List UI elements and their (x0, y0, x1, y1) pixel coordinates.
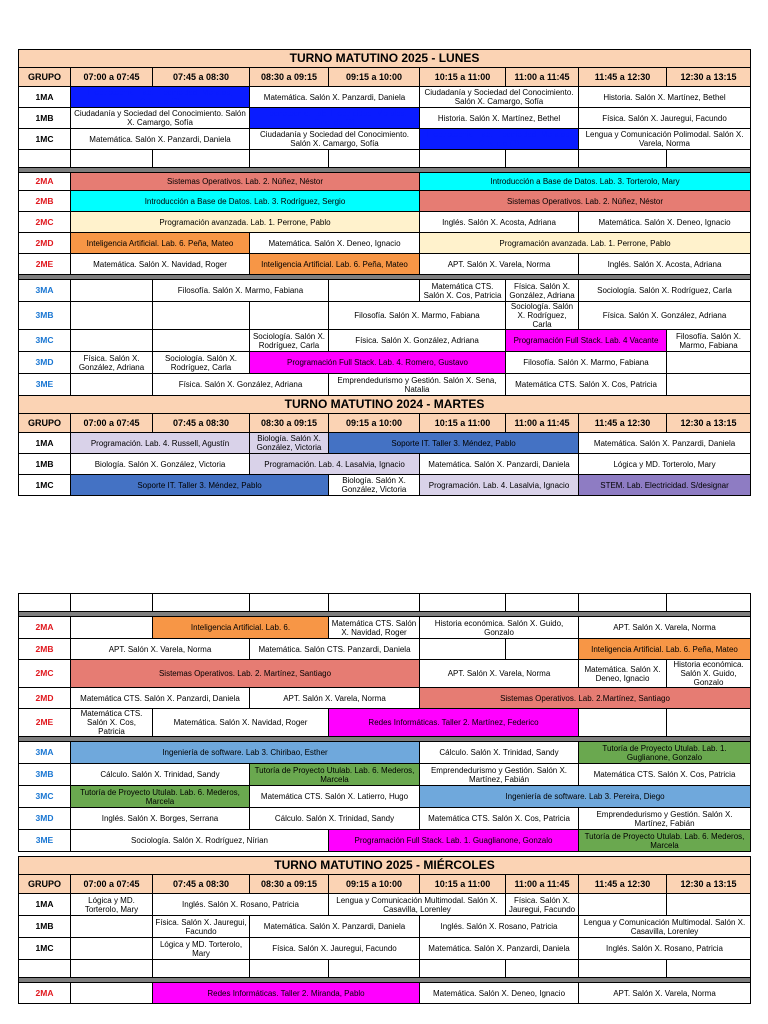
class-cell: Filosofía. Salón X. Marmo, Fabiana (329, 302, 506, 330)
class-cell: Física. Salón X. Jauregui, Facundo (153, 916, 250, 938)
header-cell: 07:00 a 07:45 (71, 68, 153, 87)
table-row (19, 87, 751, 108)
class-cell: Tutoría de Proyecto Utulab. Lab. 6. Mederos, Marcela (579, 830, 751, 852)
group-label: 3MC (19, 786, 71, 808)
table-row (19, 808, 751, 830)
group-label: 2MB (19, 639, 71, 660)
class-cell: Matemática. Salón X. Panzardi, Daniela (71, 129, 250, 150)
class-cell: Física. Salón X. González, Adriana (153, 374, 329, 396)
class-cell: Inglés. Salón X. Acosta, Adriana (420, 212, 579, 233)
empty-cell (667, 374, 751, 396)
empty-cell (153, 330, 250, 352)
class-cell: Matemática. Salón X. Panzardi, Daniela (420, 938, 579, 960)
group-label: 2MA (19, 617, 71, 639)
header-cell: 11:00 a 11:45 (506, 414, 579, 433)
table-row (19, 742, 751, 764)
table-row (19, 433, 751, 454)
class-cell: Sociología. Salón X. Rodríguez, Carla (250, 330, 329, 352)
group-label: 2MC (19, 660, 71, 688)
header-row (19, 875, 751, 894)
group-label: 1MC (19, 129, 71, 150)
class-cell: Inteligencia Artificial. Lab. 6. Peña, Mateo (71, 233, 250, 254)
class-cell: Inglés. Salón X. Rosano, Patricia (420, 916, 579, 938)
group-label: 3MC (19, 330, 71, 352)
class-cell: Sistemas Operativos. Lab. 2. Núñez, Néstor (71, 173, 420, 191)
header-cell: 10:15 a 11:00 (420, 414, 506, 433)
class-cell: Programación Full Stack. Lab. 1. Guaglianone, Gonzalo (329, 830, 579, 852)
class-cell: Matemática CTS. Salón X. Cos, Patricia (579, 764, 751, 786)
class-cell: Sociología. Salón X. Rodríguez, Nírian (71, 830, 329, 852)
header-cell: GRUPO (19, 414, 71, 433)
class-cell: Sistemas Operativos. Lab. 2. Núñez, Néstor (420, 191, 751, 212)
class-cell: Redes Informáticas. Taller 2. Miranda, Pablo (153, 983, 420, 1004)
class-cell: Historia. Salón X. Martínez, Bethel (420, 108, 579, 129)
schedule-table-top (18, 49, 751, 496)
class-cell: Física. Salón X. Jauregui, Facundo (579, 108, 751, 129)
class-cell: Programación Full Stack. Lab. 4. Romero, Gustavo (250, 352, 506, 374)
empty-cell (579, 894, 667, 916)
blank-row (19, 150, 751, 168)
header-cell: 07:45 a 08:30 (153, 875, 250, 894)
empty-cell (667, 709, 751, 737)
class-cell: Inglés. Salón X. Rosano, Patricia (153, 894, 329, 916)
class-cell: Física. Salón X. González, Adriana (71, 352, 153, 374)
header-cell: 07:45 a 08:30 (153, 68, 250, 87)
empty-cell (71, 374, 153, 396)
class-cell: APT. Salón X. Varela, Norma (71, 639, 250, 660)
table-row (19, 617, 751, 639)
class-cell: Lengua y Comunicación Polimodal. Salón X. Varela, Norma (579, 129, 751, 150)
table-row (19, 894, 751, 916)
header-cell: 12:30 a 13:15 (667, 875, 751, 894)
header-cell: 08:30 a 09:15 (250, 875, 329, 894)
class-cell: Historia económica. Salón X. Guido, Gonzalo (420, 617, 579, 639)
class-cell: Ciudadanía y Sociedad del Conocimiento. Salón X. Camargo, Sofía (71, 108, 250, 129)
class-cell: Historia. Salón X. Martínez, Bethel (579, 87, 751, 108)
empty-cell (71, 330, 153, 352)
empty-cell (579, 709, 667, 737)
day-title-lunes: TURNO MATUTINO 2025 - LUNES (19, 50, 751, 68)
empty-cell (506, 639, 579, 660)
class-cell: Matemática. Salón X. Panzardi, Daniela (420, 454, 579, 475)
table-row (19, 374, 751, 396)
empty-cell (71, 938, 153, 960)
class-cell: Matemática. Salón X. Deneo, Ignacio (250, 233, 420, 254)
header-cell: 10:15 a 11:00 (420, 875, 506, 894)
class-cell: Emprendedurismo y Gestión. Salón X. Martínez, Fabián (420, 764, 579, 786)
class-cell: APT. Salón X. Varela, Norma (579, 983, 751, 1004)
class-cell: Soporte IT. Taller 3. Méndez, Pablo (329, 433, 579, 454)
group-label: 2MD (19, 688, 71, 709)
group-label: 2MC (19, 212, 71, 233)
group-label: 2ME (19, 709, 71, 737)
class-cell: Inteligencia Artificial. Lab. 6. (153, 617, 329, 639)
table-row (19, 475, 751, 496)
class-cell: Física. Salón X. Jauregui, Facundo (506, 894, 579, 916)
class-cell: APT. Salón X. Varela, Norma (420, 254, 579, 275)
empty-cell (71, 916, 153, 938)
class-cell: Cálculo. Salón X. Trinidad, Sandy (420, 742, 579, 764)
class-cell: Matemática CTS. Salón X. Cos, Patricia (71, 709, 153, 737)
class-cell: Tutoría de Proyecto Utulab. Lab. 6. Mederos, Marcela (250, 764, 420, 786)
class-cell: Lengua y Comunicación Multimodal. Salón X. Casavilla, Lorenley (579, 916, 751, 938)
table-row (19, 688, 751, 709)
empty-cell (329, 280, 420, 302)
class-cell: Física. Salón X. González, Adriana (506, 280, 579, 302)
class-cell: Inteligencia Artificial. Lab. 6. Peña, Mateo (579, 639, 751, 660)
class-cell: Programación Full Stack. Lab. 4 Vacante (506, 330, 667, 352)
empty-cell (153, 302, 250, 330)
empty-cell (667, 894, 751, 916)
header-cell: 07:45 a 08:30 (153, 414, 250, 433)
table-row (19, 983, 751, 1004)
class-cell: Cálculo. Salón X. Trinidad, Sandy (250, 808, 420, 830)
group-label: 3MD (19, 352, 71, 374)
blank-row (19, 960, 751, 978)
class-cell: APT. Salón X. Varela, Norma (579, 617, 751, 639)
class-cell: Historia económica. Salón X. Guido, Gonzalo (667, 660, 751, 688)
class-cell: Ciudadanía y Sociedad del Conocimiento. Salón X. Camargo, Sofía (420, 87, 579, 108)
class-cell: Cálculo. Salón X. Trinidad, Sandy (71, 764, 250, 786)
header-cell: 07:00 a 07:45 (71, 414, 153, 433)
table-row (19, 916, 751, 938)
table-row (19, 938, 751, 960)
group-label: 1MB (19, 454, 71, 475)
schedule-table-bottom (18, 593, 751, 1004)
empty-cell (71, 617, 153, 639)
group-label: 1MB (19, 916, 71, 938)
class-cell: Biología. Salón X. González, Victoria (250, 433, 329, 454)
class-cell: APT. Salón X. Varela, Norma (250, 688, 420, 709)
class-cell: Electrotecnia. Lab. Electricidad. Morales, Orlando (3) (71, 87, 250, 108)
group-label: 3MA (19, 280, 71, 302)
header-row (19, 68, 751, 87)
table-row (19, 173, 751, 191)
table-row (19, 233, 751, 254)
empty-cell (71, 983, 153, 1004)
class-cell: Programación. Lab. 4. Lasalvia, Ignacio (420, 475, 579, 496)
header-row (19, 414, 751, 433)
class-cell: Matemática CTS. Salón X. Cos, Patricia (506, 374, 667, 396)
class-cell: Inglés. Salón X. Acosta, Adriana (579, 254, 751, 275)
header-cell: 09:15 a 10:00 (329, 414, 420, 433)
class-cell: Ciudadanía y Sociedad del Conocimiento. Salón X. Camargo, Sofía (250, 129, 420, 150)
table-row (19, 786, 751, 808)
class-cell: Matemática. Salón X. Panzardi, Daniela (250, 916, 420, 938)
table-row (19, 454, 751, 475)
table-row (19, 302, 751, 330)
empty-cell (250, 302, 329, 330)
class-cell: Matemática CTS. Salón X. Cos, Patricia (420, 808, 579, 830)
class-cell: Sociología. Salón X. Rodríguez, Carla (579, 280, 751, 302)
group-label: 1MA (19, 894, 71, 916)
table-row (19, 191, 751, 212)
group-label: 1MA (19, 433, 71, 454)
class-cell: Introducción a Base de Datos. Lab. 3. Rodríguez, Sergio (71, 191, 420, 212)
table-row (19, 352, 751, 374)
empty-cell (420, 639, 506, 660)
group-label: 3MD (19, 808, 71, 830)
header-cell: 10:15 a 11:00 (420, 68, 506, 87)
class-cell: Matemática. Salón X. Panzardi, Daniela (579, 433, 751, 454)
class-cell: Sociología. Salón X. Rodríguez, Carla (506, 302, 579, 330)
table-row (19, 830, 751, 852)
class-cell: Física. Salón X. González, Adriana (329, 330, 506, 352)
class-cell: Tutoría de Proyecto Utulab. Lab. 6. Mederos, Marcela (71, 786, 250, 808)
table-row (19, 764, 751, 786)
header-cell: 12:30 a 13:15 (667, 414, 751, 433)
group-label: 3ME (19, 374, 71, 396)
group-label: 1MB (19, 108, 71, 129)
class-cell: Introducción a Base de Datos. Lab. 3. Torterolo, Mary (420, 173, 751, 191)
group-label: 3MB (19, 764, 71, 786)
class-cell: APT. Salón X. Varela, Norma (420, 660, 579, 688)
class-cell: Matemática CTS. Salón X. Navidad, Roger (329, 617, 420, 639)
class-cell: Electrotecnia. Lab. Electricidad. Morales, Orlando (3) (420, 129, 579, 150)
day-title-martes: TURNO MATUTINO 2024 - MARTES (19, 396, 751, 414)
class-cell: Matemática CTS. Salón X. Cos, Patricia (420, 280, 506, 302)
header-cell: 08:30 a 09:15 (250, 68, 329, 87)
class-cell: Matemática CTS. Salón X. Latierro, Hugo (250, 786, 420, 808)
class-cell: Redes Informáticas. Taller 2. Martínez, Federico (329, 709, 579, 737)
class-cell: Filosofía. Salón X. Marmo, Fabiana (506, 352, 667, 374)
empty-cell (71, 302, 153, 330)
group-label: 1MC (19, 938, 71, 960)
header-cell: 12:30 a 13:15 (667, 68, 751, 87)
class-cell: Sistemas Operativos. Lab. 2.Martínez, Santiago (420, 688, 751, 709)
header-cell: 11:00 a 11:45 (506, 875, 579, 894)
header-cell: 11:00 a 11:45 (506, 68, 579, 87)
header-cell: 11:45 a 12:30 (579, 414, 667, 433)
table-row (19, 212, 751, 233)
class-cell: STEM. Lab. Electricidad. S/designar (579, 475, 751, 496)
header-cell: GRUPO (19, 875, 71, 894)
empty-cell (71, 280, 153, 302)
table-row (19, 709, 751, 737)
class-cell: Lógica y MD. Torterolo, Mary (153, 938, 250, 960)
table-row (19, 129, 751, 150)
group-label: 1MC (19, 475, 71, 496)
header-cell: 08:30 a 09:15 (250, 414, 329, 433)
class-cell: Programación avanzada. Lab. 1. Perrone, Pablo (420, 233, 751, 254)
header-cell: 09:15 a 10:00 (329, 875, 420, 894)
class-cell: Matemática. Salón X. Navidad, Roger (71, 254, 250, 275)
table-row (19, 254, 751, 275)
header-cell: GRUPO (19, 68, 71, 87)
class-cell: Matemática CTS. Salón X. Panzardi, Daniela (71, 688, 250, 709)
class-cell: Programación. Lab. 4. Lasalvia, Ignacio (250, 454, 420, 475)
class-cell: Física. Salón X. González, Adriana (579, 302, 751, 330)
group-label: 3MA (19, 742, 71, 764)
group-label: 1MA (19, 87, 71, 108)
class-cell: Matemática. Salón X. Navidad, Roger (153, 709, 329, 737)
class-cell: Emprendedurismo y Gestión. Salón X. Sena, Natalia (329, 374, 506, 396)
table-row (19, 108, 751, 129)
table-row (19, 330, 751, 352)
group-label: 2ME (19, 254, 71, 275)
class-cell: Lógica y MD. Torterolo, Mary (579, 454, 751, 475)
empty-cell (667, 352, 751, 374)
table-row (19, 660, 751, 688)
header-cell: 09:15 a 10:00 (329, 68, 420, 87)
group-label: 2MA (19, 173, 71, 191)
class-cell: Electrotecnia. Lab. Electricidad. Morales, Orlando (3) (250, 108, 420, 129)
header-cell: 11:45 a 12:30 (579, 68, 667, 87)
header-cell: 07:00 a 07:45 (71, 875, 153, 894)
table-row (19, 639, 751, 660)
class-cell: Matemática. Salón X. Deneo, Ignacio (579, 660, 667, 688)
class-cell: Inglés. Salón X. Rosano, Patricia (579, 938, 751, 960)
class-cell: Ingeniería de software. Lab 3. Chiribao, Esther (71, 742, 420, 764)
class-cell: Filosofía. Salón X. Marmo, Fabiana (667, 330, 751, 352)
class-cell: Programación avanzada. Lab. 1. Perrone, Pablo (71, 212, 420, 233)
class-cell: Lengua y Comunicación Multimodal. Salón X. Casavilla, Lorenley (329, 894, 506, 916)
table-row (19, 280, 751, 302)
class-cell: Ingeniería de software. Lab 3. Pereira, Diego (420, 786, 751, 808)
class-cell: Tutoría de Proyecto Utulab. Lab. 1. Guglianone, Gonzalo (579, 742, 751, 764)
class-cell: Soporte IT. Taller 3. Méndez, Pablo (71, 475, 329, 496)
blank-row (19, 594, 751, 612)
class-cell: Emprendedurismo y Gestión. Salón X. Martínez, Fabián (579, 808, 751, 830)
class-cell: Matemática. Salón X. Deneo, Ignacio (579, 212, 751, 233)
class-cell: Biología. Salón X. González, Victoria (329, 475, 420, 496)
class-cell: Inglés. Salón X. Borges, Serrana (71, 808, 250, 830)
class-cell: Biología. Salón X. González, Victoria (71, 454, 250, 475)
header-cell: 11:45 a 12:30 (579, 875, 667, 894)
class-cell: Programación. Lab. 4. Russell, Agustín (71, 433, 250, 454)
class-cell: Matemática. Salón CTS. Panzardi, Daniela (250, 639, 420, 660)
group-label: 2MA (19, 983, 71, 1004)
group-label: 2MD (19, 233, 71, 254)
class-cell: Matemática. Salón X. Panzardi, Daniela (250, 87, 420, 108)
class-cell: Sociología. Salón X. Rodríguez, Carla (153, 352, 250, 374)
class-cell: Sistemas Operativos. Lab. 2. Martínez, Santiago (71, 660, 420, 688)
class-cell: Lógica y MD. Torterolo, Mary (71, 894, 153, 916)
group-label: 3MB (19, 302, 71, 330)
class-cell: Física. Salón X. Jauregui, Facundo (250, 938, 420, 960)
class-cell: Matemática. Salón X. Deneo, Ignacio (420, 983, 579, 1004)
group-label: 2MB (19, 191, 71, 212)
group-label: 3ME (19, 830, 71, 852)
day-title-miercoles: TURNO MATUTINO 2025 - MIÉRCOLES (19, 857, 751, 875)
class-cell: Filosofía. Salón X. Marmo, Fabiana (153, 280, 329, 302)
class-cell: Inteligencia Artificial. Lab. 6. Peña, Mateo (250, 254, 420, 275)
